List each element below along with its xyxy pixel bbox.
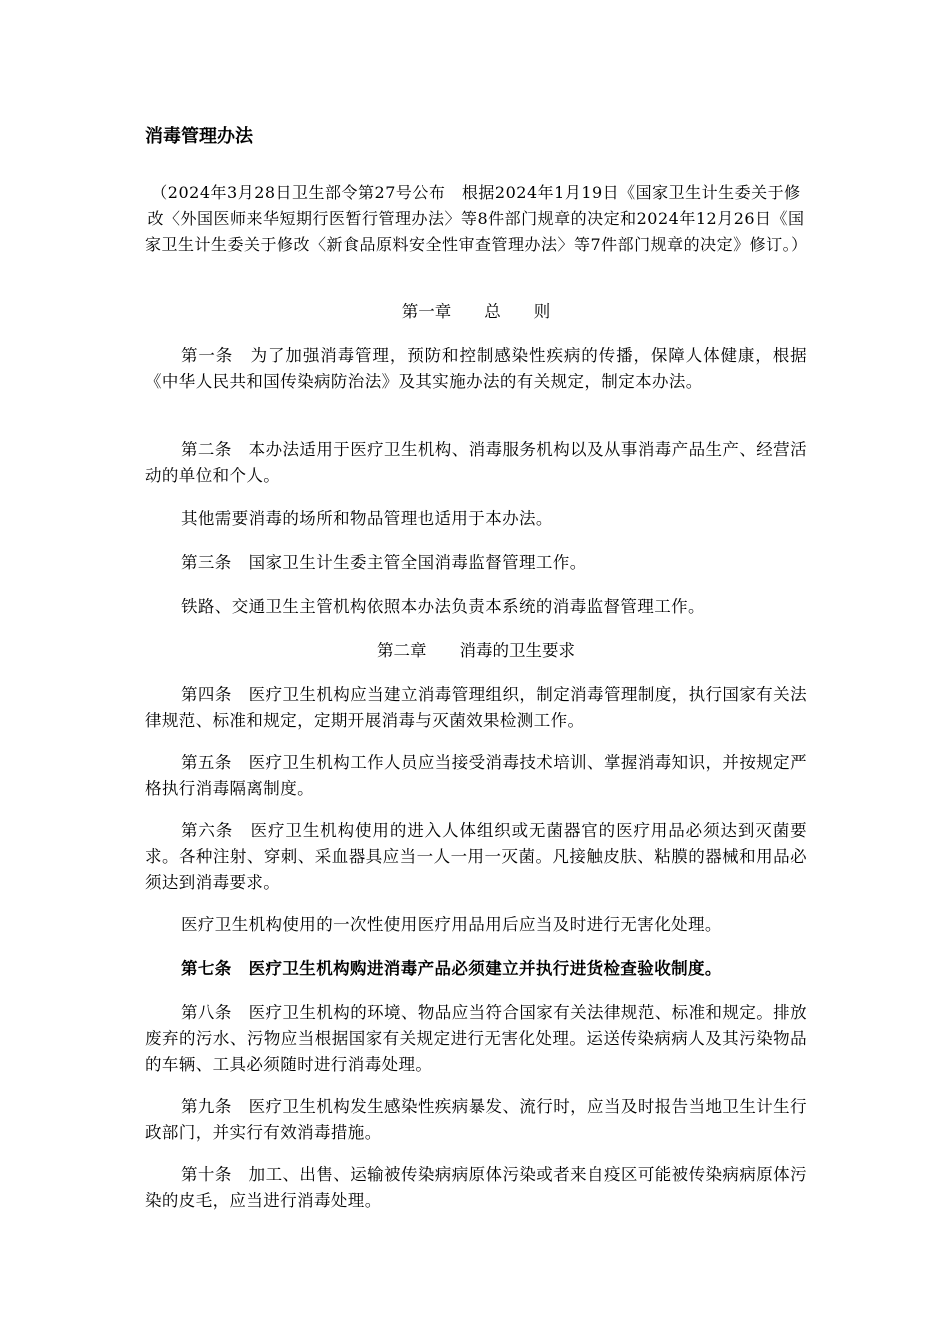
article-10: 第十条 加工、出售、运输被传染病病原体污染或者来自疫区可能被传染病病原体污染的皮毛，应当进行消毒处理。 <box>145 1165 807 1210</box>
chapter-2-heading: 第二章 消毒的卫生要求 <box>377 641 575 660</box>
document-title: 消毒管理办法 <box>145 126 253 147</box>
article-7: 第七条 医疗卫生机构购进消毒产品必须建立并执行进货检查验收制度。 <box>181 959 722 978</box>
revision-note: （2024年3月28日卫生部令第27号公布 根据2024年1月19日《国家卫生计生委关于修改〈外国医师来华短期行医暂行管理办法〉等8件部门规章的决定和2024年12月26日《国家卫生计生委关于修改〈新食品原料安全性审查管理办法〉等7件部门规章的决定》修订。） <box>145 183 808 254</box>
chapter-1-heading: 第一章 总 则 <box>401 302 551 321</box>
article-6-paragraph-2: 医疗卫生机构使用的一次性使用医疗用品用后应当及时进行无害化处理。 <box>181 915 722 934</box>
article-8: 第八条 医疗卫生机构的环境、物品应当符合国家有关法律规范、标准和规定。排放废弃的污水、污物应当根据国家有关规定进行无害化处理。运送传染病病人及其污染物品的车辆、工具必须随时进行消毒处理。 <box>145 1003 807 1074</box>
article-2-paragraph-2: 其他需要消毒的场所和物品管理也适用于本办法。 <box>181 509 553 528</box>
article-1: 第一条 为了加强消毒管理，预防和控制感染性疾病的传播，保障人体健康，根据《中华人民共和国传染病防治法》及其实施办法的有关规定，制定本办法。 <box>145 346 807 391</box>
article-9: 第九条 医疗卫生机构发生感染性疾病暴发、流行时，应当及时报告当地卫生计生行政部门，并实行有效消毒措施。 <box>145 1097 807 1142</box>
article-5: 第五条 医疗卫生机构工作人员应当接受消毒技术培训、掌握消毒知识，并按规定严格执行消毒隔离制度。 <box>145 753 807 798</box>
article-4: 第四条 医疗卫生机构应当建立消毒管理组织，制定消毒管理制度，执行国家有关法律规范、标准和规定，定期开展消毒与灭菌效果检测工作。 <box>145 685 807 730</box>
article-3-paragraph-2: 铁路、交通卫生主管机构依照本办法负责本系统的消毒监督管理工作。 <box>181 597 705 616</box>
article-2: 第二条 本办法适用于医疗卫生机构、消毒服务机构以及从事消毒产品生产、经营活动的单位和个人。 <box>145 440 807 485</box>
article-3: 第三条 国家卫生计生委主管全国消毒监督管理工作。 <box>181 553 587 572</box>
article-6: 第六条 医疗卫生机构使用的进入人体组织或无菌器官的医疗用品必须达到灭菌要求。各种注射、穿刺、采血器具应当一人一用一灭菌。凡接触皮肤、粘膜的器械和用品必须达到消毒要求。 <box>145 821 807 892</box>
